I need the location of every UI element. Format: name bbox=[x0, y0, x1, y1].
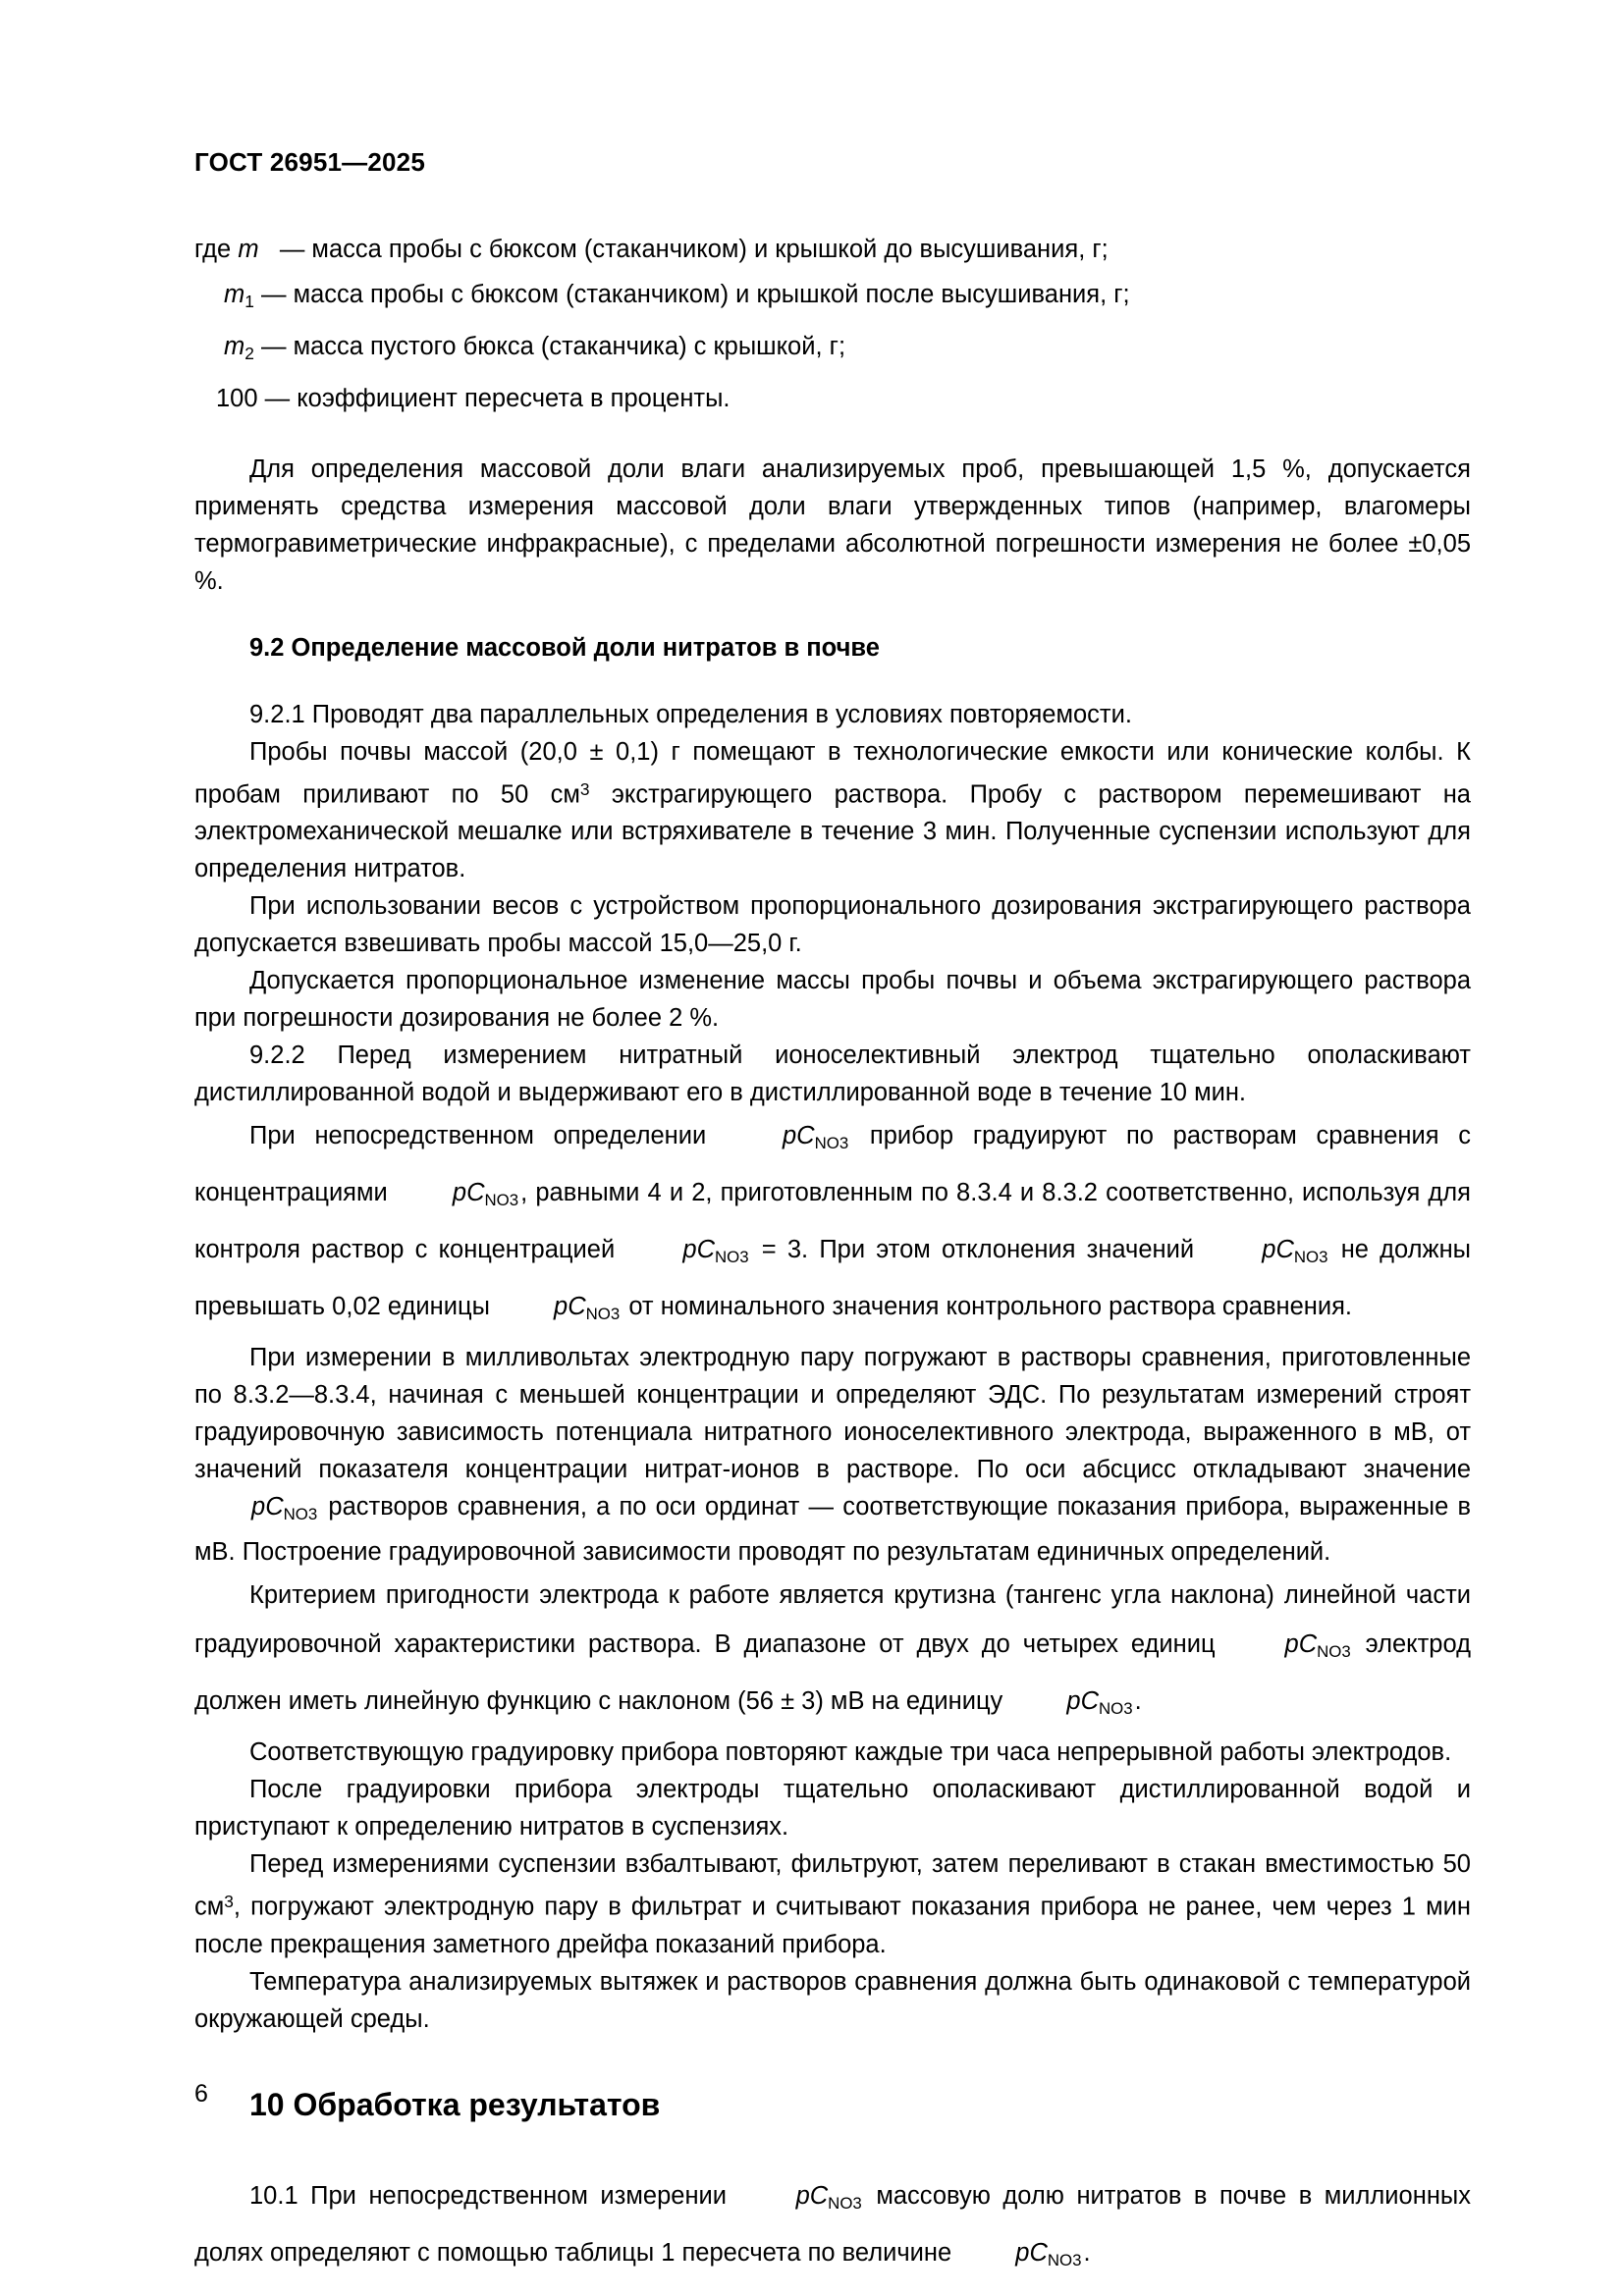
heading-section-10: 10 Обработка результатов bbox=[249, 2086, 661, 2122]
where-item-m1 bbox=[194, 272, 1471, 324]
pc-no3-symbol bbox=[1228, 1620, 1353, 1677]
pc-p: p bbox=[251, 1493, 266, 1522]
paragraph-mv-measurement bbox=[194, 1339, 1471, 1571]
s101-text-a: 10.1 При непосредственном измерении bbox=[249, 2181, 728, 2210]
paragraph-electrode-criterion bbox=[194, 1571, 1471, 1734]
direct-text-c: , равными 4 и 2, приготовленным по 8.3.4 и 8.3.2 соответственно, используя для контроля раствор с концентрацией bbox=[194, 1179, 1471, 1264]
paragraph-before-measurements bbox=[194, 1845, 1471, 1962]
paragraph-moisture-allowance: Для определения массовой доли влаги анализируемых проб, превышающей 1,5 %, допускается применять средства измерения массовой доли влаги утвержденных типов (например, влагомеры термогравиметрические инфракрасные), с пределами абсолютной погрешности измерения не более ±0,05 %. bbox=[194, 454, 1471, 595]
s101-text-c: . bbox=[1083, 2238, 1091, 2267]
pc-c: C bbox=[466, 1179, 485, 1207]
paragraph-direct-determination bbox=[194, 1111, 1471, 1339]
paragraph-9-2-1: 9.2.1 Проводят два параллельных определения в условиях повторяемости. bbox=[249, 700, 1132, 728]
direct-text-e: не должны превышать 0,02 единицы bbox=[194, 1236, 1471, 1321]
pc-sub-num: 3 bbox=[1319, 1248, 1328, 1267]
pc-no3-symbol bbox=[958, 2228, 1083, 2285]
pc-sub-num: 3 bbox=[509, 1191, 519, 1210]
samples-text-a: Пробы почвы массой (20,0 ± 0,1) г помещают в технологические емкости или конические колбы. К пробам приливают по 50 см bbox=[194, 737, 1471, 808]
pc-sub: NO bbox=[283, 1505, 308, 1524]
pc-no3-symbol bbox=[194, 1488, 319, 1533]
before-meas-text-a: Перед измерениями суспензии взбалтывают, фильтруют, затем переливают в стакан вместимостью 50 см bbox=[194, 1850, 1471, 1921]
pc-sub-num: 3 bbox=[839, 1134, 849, 1153]
criterion-text-c: . bbox=[1134, 1687, 1142, 1716]
pc-c: C bbox=[1275, 1236, 1294, 1264]
pc-sub: NO bbox=[814, 1134, 839, 1153]
pc-p: p bbox=[452, 1179, 467, 1207]
pc-c: C bbox=[696, 1236, 715, 1264]
paragraph-10-1 bbox=[194, 2171, 1471, 2285]
pc-c: C bbox=[1298, 1630, 1318, 1659]
where-item-m2 bbox=[194, 324, 1471, 376]
pc-sub-num: 3 bbox=[1341, 1642, 1351, 1662]
pc-p: p bbox=[1066, 1687, 1081, 1716]
pc-p: p bbox=[1262, 1236, 1276, 1264]
mv-text-b: растворов сравнения, а по оси ординат — соответствующие показания прибора, выраженные в мВ. Построение градуировочной зависимости проводят по результатам единичных определений. bbox=[194, 1493, 1471, 1567]
pc-sub-num: 3 bbox=[610, 1305, 621, 1324]
s101-text-b: массовую долю нитратов в почве в миллионных долях определяют с помощью таблицы 1 пересчета по величине bbox=[194, 2181, 1471, 2267]
where-text-100: — коэффициент пересчета в проценты. bbox=[264, 384, 731, 412]
where-item-m bbox=[194, 227, 1471, 272]
pc-c: C bbox=[265, 1493, 284, 1522]
pc-no3-symbol bbox=[739, 2171, 864, 2228]
pc-no3-symbol bbox=[497, 1282, 622, 1339]
paragraph-9-2-2: 9.2.2 Перед измерением нитратный ионоселективный электрод тщательно ополаскивают дистиллированной водой и выдерживают его в дистиллированной воде в течение 10 мин. bbox=[194, 1041, 1471, 1106]
pc-sub: NO bbox=[585, 1305, 611, 1324]
where-text-m2: — масса пустого бюкса (стаканчика) с крышкой, г; bbox=[260, 332, 846, 360]
samples-text-b: экстрагирующего раствора. Пробу с раствором перемешивают на электромеханической мешалке или встряхивателе в течение 3 мин. Полученные суспензии используют для определения нитратов. bbox=[194, 779, 1471, 882]
pc-sub: NO bbox=[484, 1191, 510, 1210]
where-text-m1: — масса пробы с бюксом (стаканчиком) и крышкой после высушивания, г; bbox=[260, 281, 1130, 308]
direct-text-d: = 3. При этом отклонения значений bbox=[761, 1236, 1195, 1264]
pc-p: p bbox=[795, 2181, 810, 2210]
pc-p: p bbox=[1284, 1630, 1299, 1659]
symbol-m1-sub: 1 bbox=[244, 291, 254, 311]
pc-c: C bbox=[1029, 2238, 1048, 2267]
paragraph-after-calibration: После градуировки прибора электроды тщательно ополаскивают дистиллированной водой и приступают к определению нитратов в суспензиях. bbox=[194, 1776, 1471, 1842]
direct-text-f: от номинального значения контрольного раствора сравнения. bbox=[628, 1293, 1352, 1321]
criterion-text-b: электрод должен иметь линейную функцию с наклоном (56 ± 3) мВ на единицу bbox=[194, 1630, 1471, 1716]
pc-sub: NO bbox=[1317, 1642, 1342, 1662]
pc-sub: NO bbox=[828, 2193, 853, 2213]
pc-sub: NO bbox=[1047, 2250, 1073, 2269]
pc-c: C bbox=[796, 1121, 815, 1149]
direct-text-a: При непосредственном определении bbox=[249, 1121, 707, 1149]
heading-section-9-2: 9.2 Определение массовой доли нитратов в почве bbox=[249, 633, 880, 662]
pc-sub-num: 3 bbox=[1072, 2250, 1082, 2269]
where-intro: где bbox=[194, 236, 232, 263]
pc-p: p bbox=[682, 1236, 697, 1264]
samples-superscript: 3 bbox=[579, 778, 590, 799]
symbol-m1: m bbox=[224, 281, 245, 308]
page-number: 6 bbox=[194, 2080, 208, 2108]
criterion-text-a: Критерием пригодности электрода к работе является крутизна (тангенс угла наклона) линейной части градуировочной характеристики раствора. В диапазоне от двух до четырех единиц bbox=[194, 1581, 1471, 1659]
pc-p: p bbox=[1015, 2238, 1030, 2267]
paragraph-proportional-change: Допускается пропорциональное изменение массы пробы почвы и объема экстрагирующего раствора при погрешности дозирования не более 2 %. bbox=[194, 966, 1471, 1032]
standard-header: ГОСТ 26951—2025 bbox=[194, 147, 425, 177]
pc-c: C bbox=[568, 1293, 586, 1321]
symbol-m2: m bbox=[224, 332, 245, 360]
before-meas-superscript: 3 bbox=[224, 1892, 234, 1912]
where-text-m: — масса пробы с бюксом (стаканчиком) и крышкой до высушивания, г; bbox=[279, 236, 1109, 263]
paragraph-samples bbox=[194, 733, 1471, 887]
where-block bbox=[194, 227, 1471, 421]
pc-no3-symbol bbox=[726, 1111, 850, 1168]
pc-sub-num: 3 bbox=[307, 1505, 318, 1524]
pc-no3-symbol bbox=[396, 1168, 520, 1225]
where-item-100 bbox=[194, 376, 1471, 421]
symbol-m2-sub: 2 bbox=[244, 343, 254, 363]
pc-c: C bbox=[809, 2181, 829, 2210]
symbol-m: m bbox=[238, 236, 259, 263]
pc-no3-symbol bbox=[1009, 1677, 1134, 1734]
pc-sub: NO bbox=[1099, 1699, 1124, 1719]
paragraph-recalibration: Соответствующую градуировку прибора повторяют каждые три часа непрерывной работы электродов. bbox=[249, 1738, 1452, 1767]
pc-sub-num: 3 bbox=[852, 2193, 862, 2213]
pc-no3-symbol bbox=[625, 1225, 750, 1282]
page-content bbox=[194, 147, 1471, 2285]
paragraph-dosing-scales: При использовании весов с устройством пропорционального дозирования экстрагирующего раствора допускается взвешивать пробы массой 15,0—25,0 г. bbox=[194, 891, 1471, 957]
pc-sub: NO bbox=[1293, 1248, 1320, 1267]
pc-no3-symbol bbox=[1205, 1225, 1329, 1282]
symbol-100: 100 bbox=[216, 384, 258, 412]
direct-text-b: прибор градуируют по растворам сравнения с концентрациями bbox=[194, 1121, 1471, 1207]
before-meas-text-b: , погружают электродную пару в фильтрат и считывают показания прибора не ранее, чем через 1 мин после прекращения заметного дрейфа показаний прибора. bbox=[194, 1893, 1471, 1958]
pc-c: C bbox=[1080, 1687, 1100, 1716]
pc-p: p bbox=[782, 1121, 797, 1149]
pc-sub-num: 3 bbox=[739, 1248, 749, 1267]
pc-p: p bbox=[554, 1293, 568, 1321]
pc-sub: NO bbox=[715, 1248, 740, 1267]
mv-text-a: При измерении в милливольтах электродную пару погружают в растворы сравнения, приготовленные по 8.3.2—8.3.4, начиная с меньшей концентрации и определяют ЭДС. По результатам измерений строят градуировочную зависимость потенциала нитратного ионоселективного электрода, выраженного в мВ, от значений показателя концентрации нитрат-ионов в растворе. По оси абсцисс откладывают значение bbox=[194, 1344, 1471, 1484]
paragraph-temperature: Температура анализируемых вытяжек и растворов сравнения должна быть одинаковой с температурой окружающей среды. bbox=[194, 1967, 1471, 2033]
pc-sub-num: 3 bbox=[1123, 1699, 1133, 1719]
